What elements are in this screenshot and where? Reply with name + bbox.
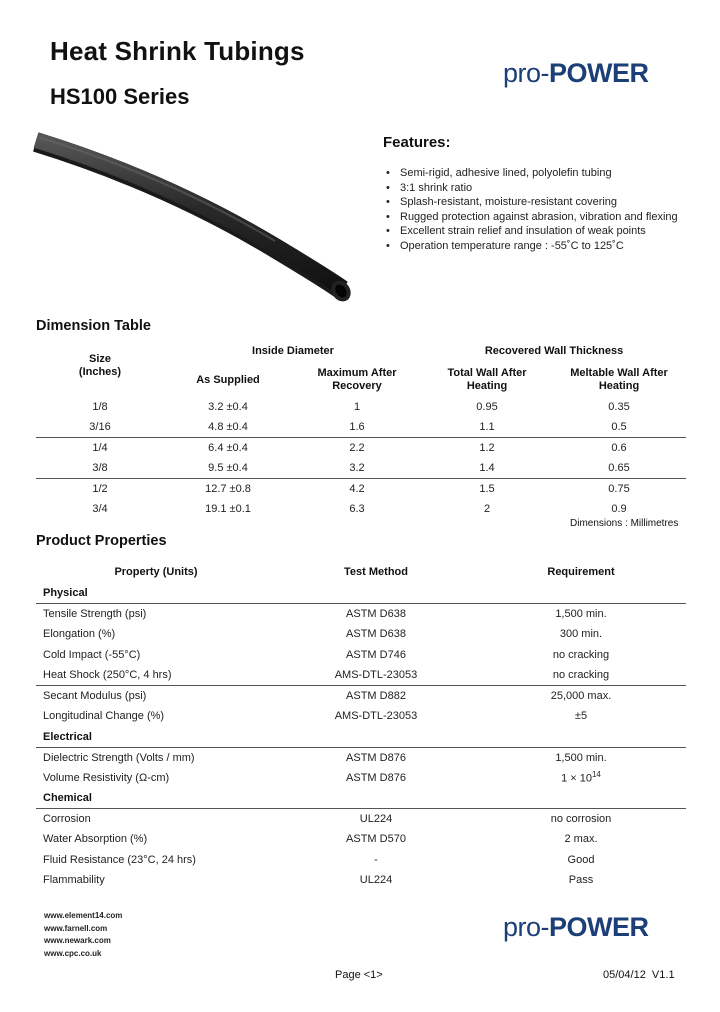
brand-logo-top <box>503 58 649 89</box>
table-row <box>36 397 686 417</box>
cell-max-after: 4.2 <box>349 482 365 495</box>
cell-method: ASTM D882 <box>276 686 476 707</box>
cell-total-wall: 0.95 <box>476 401 498 414</box>
cell-property: Cold Impact (-55°C) <box>43 648 141 661</box>
cell-meltable-wall: 0.9 <box>611 502 627 515</box>
cell-property: Dielectric Strength (Volts / mm) <box>36 747 276 768</box>
category-physical: Physical <box>43 587 88 599</box>
cell-property: Water Absorption (%) <box>43 833 148 846</box>
col-as-supplied: As Supplied <box>196 374 260 386</box>
cell-method: UL224 <box>276 809 476 830</box>
cell-property: Elongation (%) <box>43 628 116 641</box>
heat-shrink-tube-image <box>30 128 360 308</box>
cell-meltable-wall: 0.5 <box>552 417 686 437</box>
table-row <box>36 665 686 686</box>
page-title: Heat Shrink Tubings <box>50 36 305 66</box>
cell-requirement: no cracking <box>552 648 610 661</box>
cell-requirement: no cracking <box>552 669 610 681</box>
col-inside-diameter: Inside Diameter <box>252 345 334 357</box>
product-properties-heading: Product Properties <box>36 533 167 549</box>
cell-as-supplied: 3.2 ±0.4 <box>208 401 248 414</box>
dimensions-unit-note: Dimensions : Millimetres <box>570 518 679 529</box>
col-recovered-wall: Recovered Wall Thickness <box>484 345 624 357</box>
cell-meltable-wall: 0.35 <box>608 401 630 414</box>
feature-item: • Semi-rigid, adhesive lined, polyolefin tubing <box>386 166 678 181</box>
cell-requirement <box>476 768 686 789</box>
cell-max-after: 3.2 <box>292 458 422 478</box>
cell-max-after: 1.6 <box>292 417 422 437</box>
link-element14[interactable]: www.element14.com <box>44 911 123 920</box>
col-test-method: Test Method <box>344 566 408 578</box>
cell-property: Secant Modulus (psi) <box>36 686 276 707</box>
feature-item: • Operation temperature range : -55˚C to 125˚C <box>386 239 678 254</box>
cell-as-supplied: 9.5 ±0.4 <box>164 458 292 478</box>
category-row <box>36 583 686 604</box>
cell-method: AMS-DTL-23053 <box>334 710 418 723</box>
cell-size: 3/4 <box>92 502 108 515</box>
cell-total-wall: 1.4 <box>422 458 552 478</box>
brand-power-text: POWER <box>549 912 649 942</box>
product-properties-table <box>36 561 686 891</box>
page-subtitle: HS100 Series <box>50 84 190 109</box>
col-property: Property (Units) <box>114 566 198 578</box>
brand-pro-text: pro- <box>503 912 550 942</box>
feature-item: • Excellent strain relief and insulation of weak points <box>386 224 678 239</box>
feature-item: • Splash-resistant, moisture-resistant covering <box>386 195 678 210</box>
link-farnell[interactable]: www.farnell.com <box>44 923 108 933</box>
cell-method: UL224 <box>359 874 393 887</box>
cell-as-supplied: 6.4 ±0.4 <box>208 441 248 454</box>
cell-requirement: 1,500 min. <box>476 604 686 625</box>
cell-size: 1/4 <box>92 441 108 454</box>
table-row <box>36 645 686 666</box>
cell-size: 3/16 <box>36 417 164 437</box>
brand-power-text: POWER <box>549 58 649 88</box>
cell-meltable-wall: 0.65 <box>552 458 686 478</box>
table-row <box>36 624 686 645</box>
cell-method: ASTM D746 <box>346 648 406 661</box>
cell-max-after: 6.3 <box>349 502 365 515</box>
cell-requirement: 2 max. <box>564 833 598 846</box>
cell-meltable-wall: 0.75 <box>608 482 630 495</box>
cell-property: Tensile Strength (psi) <box>36 604 276 625</box>
cell-meltable-wall: 0.6 <box>611 441 627 454</box>
dimension-table-heading: Dimension Table <box>36 318 151 334</box>
table-row <box>36 870 686 891</box>
cell-property: Flammability <box>43 874 105 887</box>
col-total-wall: Total Wall After Heating <box>447 367 527 392</box>
cell-method: ASTM D876 <box>276 747 476 768</box>
category-chemical: Chemical <box>43 792 92 804</box>
resistivity-exponent: 14 <box>591 770 601 780</box>
cell-as-supplied: 4.8 ±0.4 <box>164 417 292 437</box>
col-size: Size (Inches) <box>78 353 122 378</box>
cell-total-wall: 1.5 <box>479 482 495 495</box>
brand-logo-bottom <box>503 912 649 943</box>
brand-pro-text: pro- <box>503 58 550 88</box>
table-row <box>36 768 686 789</box>
feature-item: • Rugged protection against abrasion, vibration and flexing <box>386 210 678 225</box>
table-row <box>36 686 686 707</box>
category-row <box>36 727 686 748</box>
cell-property: Longitudinal Change (%) <box>43 710 165 723</box>
feature-item: • 3:1 shrink ratio <box>386 181 678 196</box>
cell-requirement: Pass <box>568 874 594 887</box>
table-row <box>36 809 686 830</box>
table-row <box>36 604 686 625</box>
cell-size: 3/8 <box>36 458 164 478</box>
cell-total-wall: 1.2 <box>479 441 495 454</box>
table-row <box>36 417 686 437</box>
date-version: 05/04/12 V1.1 <box>603 969 675 981</box>
col-requirement: Requirement <box>547 566 615 578</box>
cell-as-supplied: 12.7 ±0.8 <box>205 482 251 495</box>
cell-method: AMS-DTL-23053 <box>334 669 418 681</box>
cell-size: 1/8 <box>92 401 108 414</box>
cell-size: 1/2 <box>92 482 108 495</box>
cell-method: - <box>374 853 378 866</box>
cell-method: ASTM D638 <box>346 628 406 641</box>
features-list <box>386 166 678 253</box>
cell-max-after: 1 <box>353 401 361 414</box>
website-links <box>44 910 122 960</box>
cell-requirement: 300 min. <box>559 628 603 641</box>
table-row <box>36 706 686 727</box>
cell-property: Fluid Resistance (23°C, 24 hrs) <box>43 853 196 866</box>
table-row <box>36 458 686 478</box>
cell-requirement: Good <box>567 853 595 866</box>
table-row <box>36 747 686 768</box>
dimension-table <box>36 345 686 519</box>
cell-property: Heat Shock (250°C, 4 hrs) <box>43 669 172 681</box>
cell-as-supplied: 19.1 ±0.1 <box>205 502 251 515</box>
features-heading: Features: <box>383 134 451 151</box>
cell-method: ASTM D570 <box>346 833 406 846</box>
category-row <box>36 788 686 809</box>
cell-requirement: 1,500 min. <box>476 747 686 768</box>
cell-method: ASTM D876 <box>346 771 406 784</box>
table-row <box>36 850 686 871</box>
table-row <box>36 498 686 518</box>
col-max-after-recovery: Maximum After Recovery <box>317 367 397 392</box>
cell-method: ASTM D638 <box>276 604 476 625</box>
resistivity-base: 1 × 10 <box>561 773 592 786</box>
link-cpc[interactable]: www.cpc.co.uk <box>44 948 102 958</box>
table-row <box>36 829 686 850</box>
table-row <box>36 478 686 498</box>
cell-property: Volume Resistivity (Ω-cm) <box>43 771 170 784</box>
cell-requirement: no corrosion <box>476 809 686 830</box>
cell-requirement: ±5 <box>574 710 588 723</box>
cell-total-wall: 2 <box>483 502 491 515</box>
col-meltable-wall: Meltable Wall After Heating <box>570 367 668 392</box>
cell-total-wall: 1.1 <box>422 417 552 437</box>
category-electrical: Electrical <box>43 730 92 743</box>
cell-max-after: 2.2 <box>349 441 365 454</box>
cell-property: Corrosion <box>36 809 276 830</box>
page-number: Page <1> <box>335 969 383 981</box>
cell-requirement: 25,000 max. <box>476 686 686 707</box>
table-row <box>36 438 686 458</box>
link-newark[interactable]: www.newark.com <box>44 936 111 945</box>
